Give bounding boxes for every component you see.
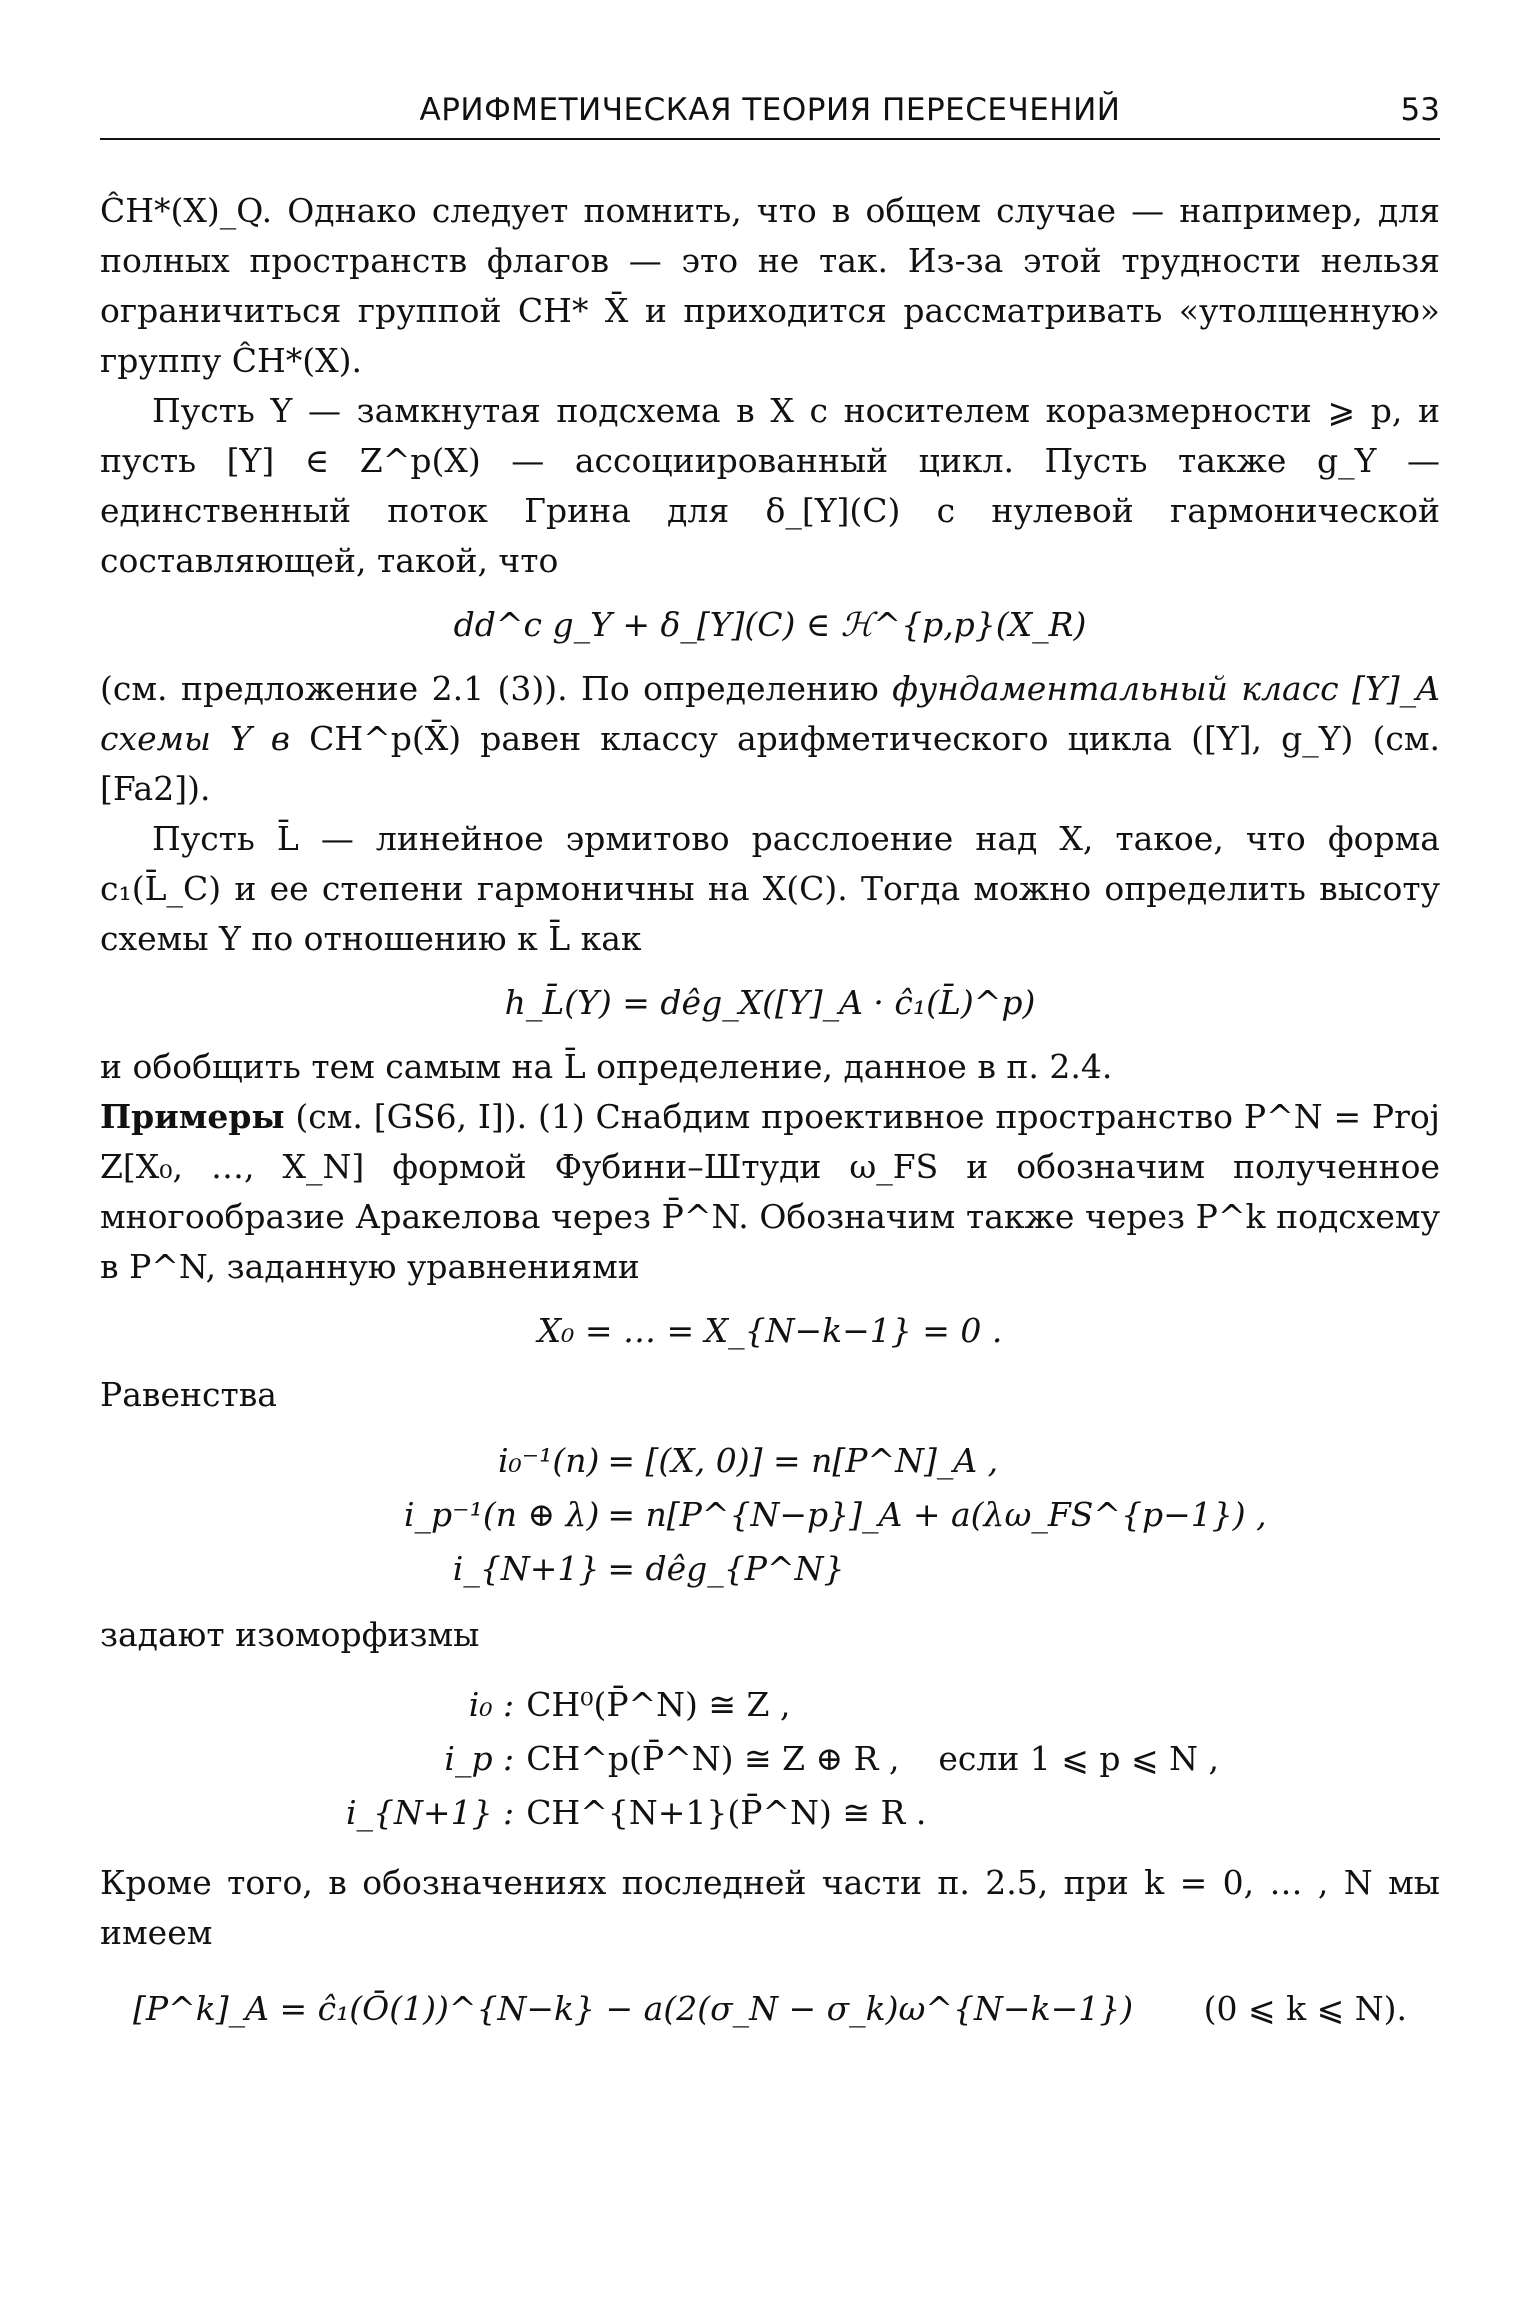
isomorphism-map: i₀ :	[468, 1685, 515, 1724]
paragraph-7: Равенства	[100, 1375, 277, 1414]
equality-row	[400, 1488, 1271, 1542]
paragraph-2: Пусть Y — замкнутая подсхема в X с носителем коразмерности ⩾ p, и пусть [Y] ∈ Z^p(X) — ассоциированный цикл. Пусть также g_Y — единственный поток Грина для δ_[Y](C) с нулевой гармонической составляющей, такой, что	[100, 391, 1440, 580]
term-fundamental-class: фундаментальный класс	[892, 669, 1339, 708]
equality-rhs: = [(X, 0)] = n[P^N]_A ,	[607, 1441, 999, 1480]
formula-fundamental-class-pk	[100, 1984, 1440, 2034]
isomorphism-map: i_p :	[444, 1739, 515, 1778]
paragraph-1: ĈH*(X)_Q. Однако следует помнить, что в общем случае — например, для полных пространств флагов — это не так. Из-за этой трудности нельзя ограничиться группой CH* X̄ и приходится рассматривать «утолщенную» группу ĈH*(X).	[100, 191, 1440, 380]
paragraph-3	[100, 664, 1440, 814]
examples-label: Примеры	[100, 1097, 285, 1136]
running-title: АРИФМЕТИЧЕСКАЯ ТЕОРИЯ ПЕРЕСЕЧЕНИЙ	[419, 92, 1121, 128]
formula-pk-condition: (0 ⩽ k ⩽ N).	[1203, 1989, 1407, 2028]
isomorphisms-block	[340, 1678, 1225, 1840]
isomorphism-condition	[932, 1786, 1225, 1840]
paragraph-3-lead: (см. предложение 2.1 (3)). По определению	[100, 669, 879, 708]
formula-pk-body: [P^k]_A = ĉ₁(Ō(1))^{N−k} − a(2(σ_N − σ_k)ω^{N−k−1})	[133, 1989, 1134, 2028]
term-scheme: схемы Y в	[100, 719, 291, 758]
equality-rhs: = dêg_{P^N}	[607, 1549, 845, 1588]
isomorphism-statement: CH^p(P̄^N) ≅ Z ⊕ R ,	[526, 1739, 900, 1778]
formula-green-current: dd^c g_Y + δ_[Y](C) ∈ ℋ^{p,p}(X_R)	[453, 605, 1087, 644]
paragraph-6	[100, 1092, 1440, 1292]
formula-height: h_L̄(Y) = dêg_X([Y]_A · ĉ₁(L̄)^p)	[504, 983, 1036, 1022]
formula-subscheme-equations: X₀ = … = X_{N−k−1} = 0 .	[537, 1311, 1003, 1350]
running-header	[100, 92, 1440, 140]
isomorphism-condition	[932, 1678, 1225, 1732]
isomorphism-map: i_{N+1} :	[346, 1793, 515, 1832]
equality-lhs: i_p⁻¹(n ⊕ λ)	[404, 1495, 600, 1534]
page-body	[100, 186, 1440, 2060]
paragraph-5: и обобщить тем самым на L̄ определение, данное в п. 2.4.	[100, 1047, 1113, 1086]
equality-lhs: i_{N+1}	[452, 1549, 600, 1588]
isomorphism-row	[340, 1786, 1225, 1840]
page-number: 53	[1400, 92, 1440, 128]
equality-row	[400, 1434, 1271, 1488]
equality-lhs: i₀⁻¹(n)	[497, 1441, 600, 1480]
isomorphism-row	[340, 1678, 1225, 1732]
paragraph-8: задают изоморфизмы	[100, 1615, 480, 1654]
paragraph-9: Кроме того, в обозначениях последней части п. 2.5, при k = 0, … , N мы имеем	[100, 1863, 1440, 1952]
isomorphism-statement: CH⁰(P̄^N) ≅ Z ,	[526, 1685, 791, 1724]
isomorphism-statement: CH^{N+1}(P̄^N) ≅ R .	[526, 1793, 927, 1832]
isomorphism-row	[340, 1732, 1225, 1786]
equality-rhs: = n[P^{N−p}]_A + a(λω_FS^{p−1}) ,	[607, 1495, 1267, 1534]
equalities-block	[400, 1434, 1271, 1596]
fundamental-class-symbol: [Y]_A	[1352, 669, 1440, 708]
equality-row	[400, 1542, 1271, 1596]
isomorphism-condition: если 1 ⩽ p ⩽ N ,	[938, 1739, 1220, 1778]
paragraph-6-text: (см. [GS6, I]). (1) Снабдим проективное пространство P^N = Proj Z[X₀, …, X_N] формой Фубини–Штуди ω_FS и обозначим полученное многообразие Аракелова через P̄^N. Обозначим также через P^k подсхему в P^N, заданную уравнениями	[100, 1097, 1441, 1286]
paragraph-4: Пусть L̄ — линейное эрмитово расслоение над X, такое, что форма c₁(L̄_C) и ее степени гармоничны на X(C). Тогда можно определить высоту схемы Y по отношению к L̄ как	[100, 819, 1440, 958]
paragraph-3-rest: CH^p(X̄) равен классу арифметического цикла ([Y], g_Y) (см. [Fa2]).	[100, 719, 1440, 808]
